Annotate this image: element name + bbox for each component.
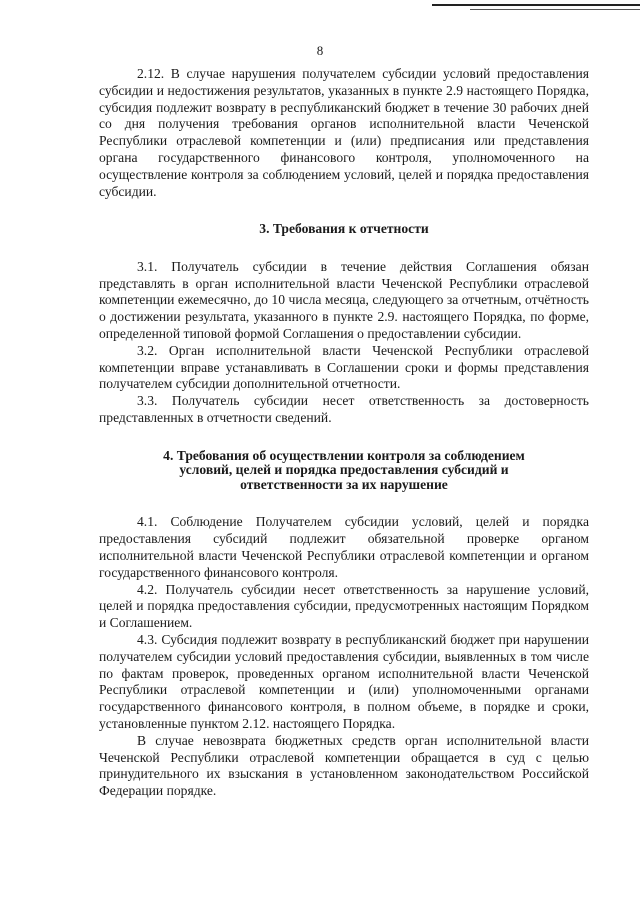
- document-body: [99, 66, 589, 800]
- paragraph-3-3: 3.3. Получатель субсидии несет ответственность за достоверность представленных в отчетности сведений.: [99, 393, 589, 426]
- paragraph-3-2: 3.2. Орган исполнительной власти Чеченской Республики отраслевой компетенции вправе устанавливать в Соглашении сроки и формы представления получателем субсидии дополнительной отчетности.: [99, 342, 589, 392]
- scan-artifact-line: [470, 9, 640, 10]
- section-heading-4: [99, 449, 589, 493]
- page-number: 8: [316, 43, 324, 58]
- scan-artifact-line: [432, 4, 640, 6]
- paragraph-4-2: 4.2. Получатель субсидии несет ответственность за нарушение условий, целей и порядка предоставления субсидии, предусмотренных настоящим Порядком и Соглашением.: [99, 581, 589, 631]
- paragraph-3-1: 3.1. Получатель субсидии в течение действия Соглашения обязан представлять в орган исполнительной власти Чеченской Республики отраслевой компетенции ежемесячно, до 10 числа месяца, следующего за отчетным, отчётность о достижении результата, указанного в пункте 2.9. настоящего Порядка, по форме, определенной типовой формой Соглашения о предоставлении субсидии.: [99, 258, 589, 342]
- paragraph-4-final: В случае невозврата бюджетных средств орган исполнительной власти Чеченской Республики отраслевой компетенции обращается в суд с целью принудительного их взыскания в установленном законодательством Российской Федерации порядке.: [99, 732, 589, 799]
- paragraph-4-3: 4.3. Субсидия подлежит возврату в республиканский бюджет при нарушении получателем субсидии условий предоставления субсидии, выявленных в том числе по фактам проверок, проведенных органом исполнительной власти Чеченской Республики отраслевой компетенции и (или) уполномоченными органами государственного финансового контроля, в полном объеме, в порядке и сроки, установленные пунктом 2.12. настоящего Порядка.: [99, 631, 589, 731]
- paragraph-2-12: 2.12. В случае нарушения получателем субсидии условий предоставления субсидии и недостижения результатов, указанных в пункте 2.9 настоящего Порядка, субсидия подлежит возврату в республиканский бюджет в течение 30 рабочих дней со дня получения требования органов исполнительной власти Чеченской Республики отраслевой компетенции и (или) предписания или представления органа государственного финансового контроля, уполномоченного на осуществление контроля за соблюдением условий, целей и порядка предоставления субсидии.: [99, 66, 589, 199]
- paragraph-4-1: 4.1. Соблюдение Получателем субсидии условий, целей и порядка предоставления субсидий подлежит обязательной проверке органом исполнительной власти Чеченской Республики отраслевой компетенции и органом государственного финансового контроля.: [99, 514, 589, 580]
- section-heading-4-line: ответственности за их нарушение: [240, 476, 448, 492]
- section-heading-4-line: 4. Требования об осуществлении контроля за соблюдением: [163, 447, 525, 463]
- section-heading-4-line: условий, целей и порядка предоставления субсидий и: [179, 462, 509, 478]
- section-heading-3: 3. Требования к отчетности: [259, 221, 429, 237]
